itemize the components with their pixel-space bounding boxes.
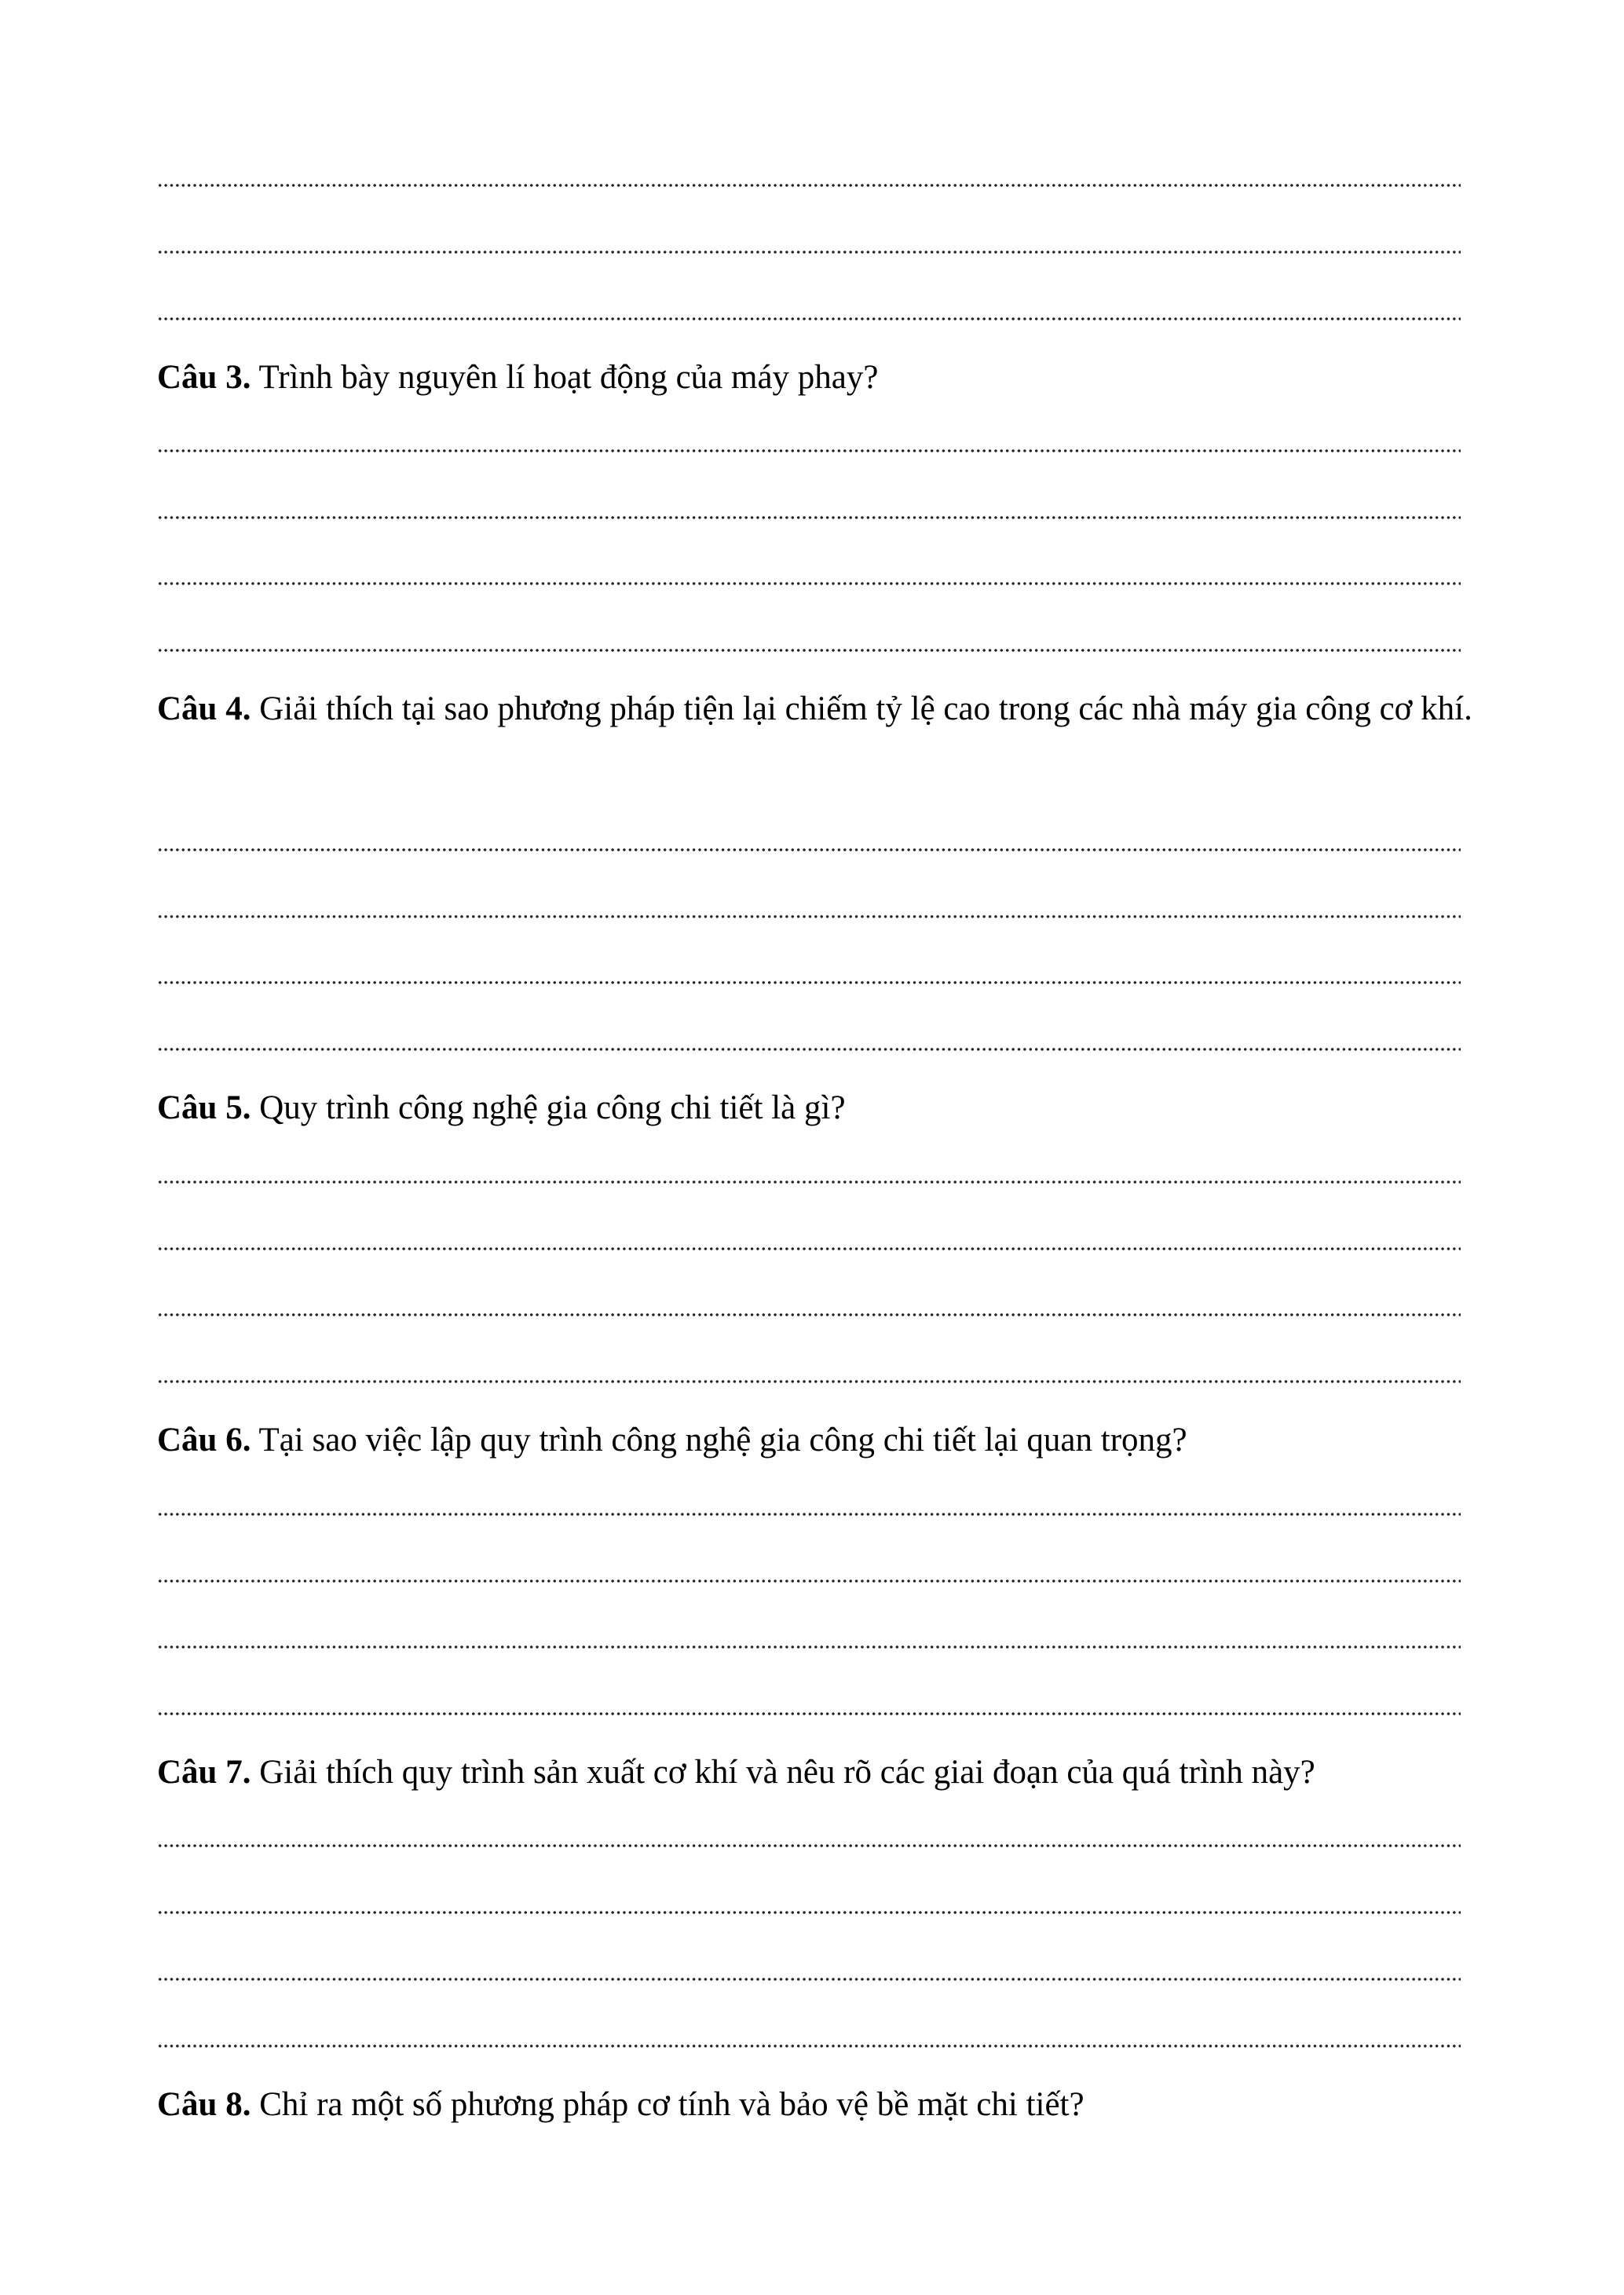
answer-line (157, 1180, 1461, 1184)
answer-line (157, 1843, 1461, 1848)
answer-line (157, 183, 1461, 188)
answer-line (157, 515, 1461, 520)
answer-line (157, 581, 1461, 586)
question-5 (157, 1074, 1484, 1142)
answer-line (157, 1047, 1461, 1052)
answer-line (157, 1977, 1461, 1982)
answer-line (157, 1512, 1461, 1517)
question-label: Câu 6. (157, 1422, 251, 1459)
question-label: Câu 5. (157, 1089, 251, 1126)
answer-line (157, 1246, 1461, 1251)
question-8 (157, 2071, 1484, 2139)
answer-line (157, 2044, 1461, 2048)
question-label: Câu 4. (157, 690, 251, 727)
answer-line (157, 250, 1461, 254)
question-label: Câu 3. (157, 359, 251, 396)
answer-line (157, 847, 1461, 852)
question-text: Tại sao việc lập quy trình công nghệ gia công chi tiết lại quan trọng? (258, 1422, 1187, 1459)
question-label: Câu 8. (157, 2086, 251, 2123)
question-text: Trình bày nguyên lí hoạt động của máy phay? (258, 359, 879, 396)
answer-line (157, 1379, 1461, 1384)
answer-line (157, 448, 1461, 453)
answer-line (157, 1312, 1461, 1317)
answer-line (157, 1645, 1461, 1649)
question-4 (157, 675, 1484, 743)
question-3 (157, 344, 1484, 412)
question-text: Chỉ ra một số phương pháp cơ tính và bảo vệ bề mặt chi tiết? (259, 2086, 1084, 2123)
question-text: Giải thích quy trình sản xuất cơ khí và nêu rõ các giai đoạn của quá trình này? (259, 1754, 1315, 1791)
answer-line (157, 1910, 1461, 1915)
answer-line (157, 980, 1461, 985)
question-6 (157, 1407, 1484, 1474)
question-text: Quy trình công nghệ gia công chi tiết là gì? (259, 1089, 846, 1126)
answer-line (157, 648, 1461, 653)
answer-line (157, 914, 1461, 919)
question-text: Giải thích tại sao phương pháp tiện lại chiếm tỷ lệ cao trong các nhà máy gia công cơ khí. (259, 690, 1472, 727)
answer-line (157, 317, 1461, 321)
question-label: Câu 7. (157, 1754, 251, 1791)
answer-line (157, 1579, 1461, 1583)
question-7 (157, 1739, 1484, 1806)
answer-line (157, 1711, 1461, 1716)
